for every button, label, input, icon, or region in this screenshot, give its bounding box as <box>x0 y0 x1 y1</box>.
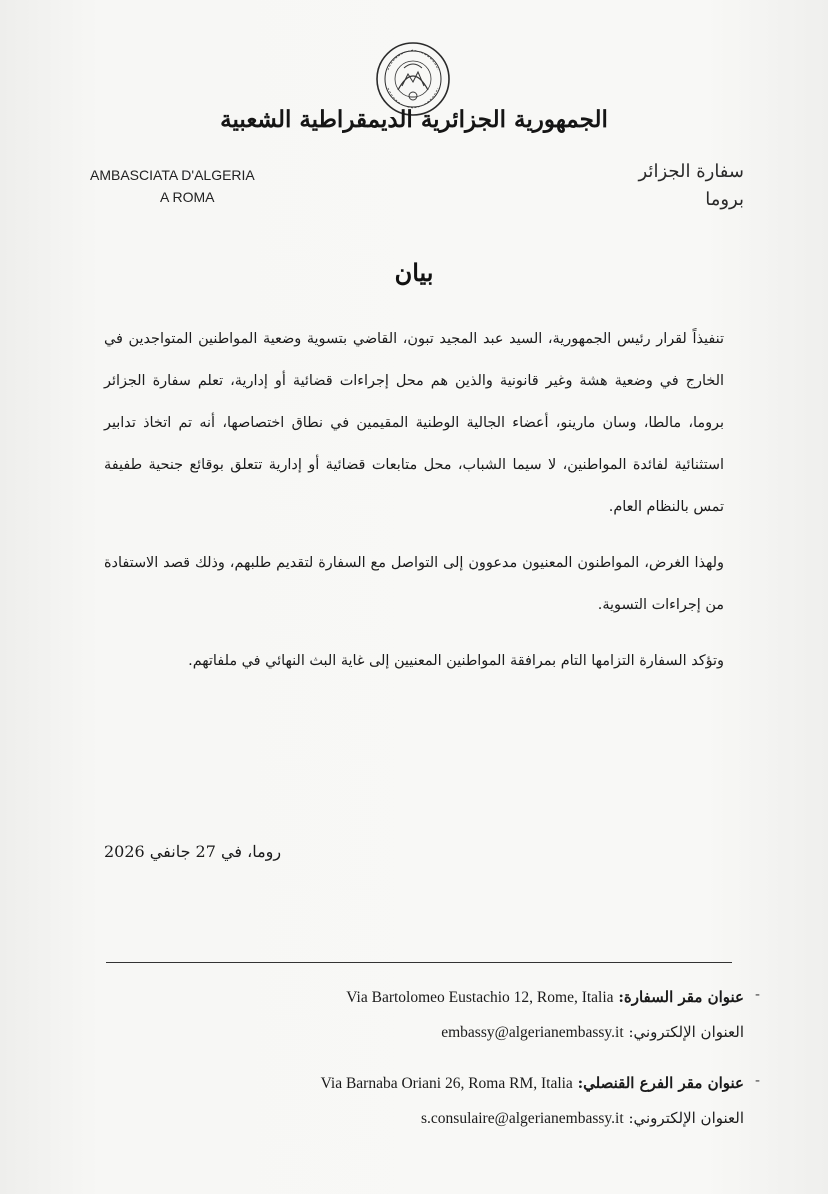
embassy-contact <box>84 986 760 1044</box>
embassy-name-french <box>90 164 320 208</box>
embassy-fr-line2: A ROMA <box>160 189 215 205</box>
bullet-dash: - <box>755 986 760 1003</box>
consular-contact <box>84 1072 760 1130</box>
embassy-fr-line1: AMBASCIATA D'ALGERIA <box>90 167 255 183</box>
footer-divider <box>106 962 732 963</box>
embassy-email-label: العنوان الإلكتروني: <box>628 1023 744 1041</box>
embassy-address-label: عنوان مقر السفارة: <box>618 988 744 1006</box>
paragraph-3: وتؤكد السفارة التزامها التام بمرافقة المواطنين المعنيين إلى غاية البث النهائي في ملفاتهم. <box>188 653 724 669</box>
republic-name-heading: الجمهورية الجزائرية الديمقراطية الشعبية <box>220 106 608 133</box>
embassy-address-value: Via Bartolomeo Eustachio 12, Rome, Italia <box>346 989 614 1006</box>
consular-address-value: Via Barnaba Oriani 26, Roma RM, Italia <box>320 1075 573 1092</box>
consular-email-label: العنوان الإلكتروني: <box>628 1109 744 1127</box>
bullet-dash: - <box>755 1072 760 1089</box>
statement-body <box>104 318 724 696</box>
consular-address-label: عنوان مقر الفرع القنصلي: <box>577 1074 744 1092</box>
place-and-date: روما، في 27 جانفي 2026 <box>104 842 282 861</box>
embassy-ar-line2: بروما <box>705 189 744 210</box>
paragraph-1: تنفيذاً لقرار رئيس الجمهورية، السيد عبد المجيد تبون، القاضي بتسوية وضعية المواطنين المتواجدين في الخارج في وضعية هشة وغير قانونية والذين هم محل إجراءات قضائية أو إدارية، تعلم سفارة الجزائر بروما، مالطا، وسان مارينو، أعضاء الجالية الوطنية المقيمين في نطاق اختصاصها، أنه تم اتخاذ تدابير استثنائية لفائدة المواطنين، لا سيما الشباب، محل متابعات قضائية أو إدارية تتعلق بوقائع جنحية طفيفة تمس بالنظام العام. <box>104 331 724 515</box>
consular-email-value: s.consulaire@algerianembassy.it <box>421 1110 624 1127</box>
document-title: بيان <box>394 258 434 287</box>
embassy-ar-line1: سفارة الجزائر <box>638 161 744 182</box>
paragraph-2: ولهذا الغرض، المواطنون المعنيون مدعوون إلى التواصل مع السفارة لتقديم طلبهم، وذلك قصد الاستفادة من إجراءات التسوية. <box>104 555 724 613</box>
embassy-email-value: embassy@algerianembassy.it <box>441 1024 624 1041</box>
embassy-name-arabic <box>514 158 744 214</box>
